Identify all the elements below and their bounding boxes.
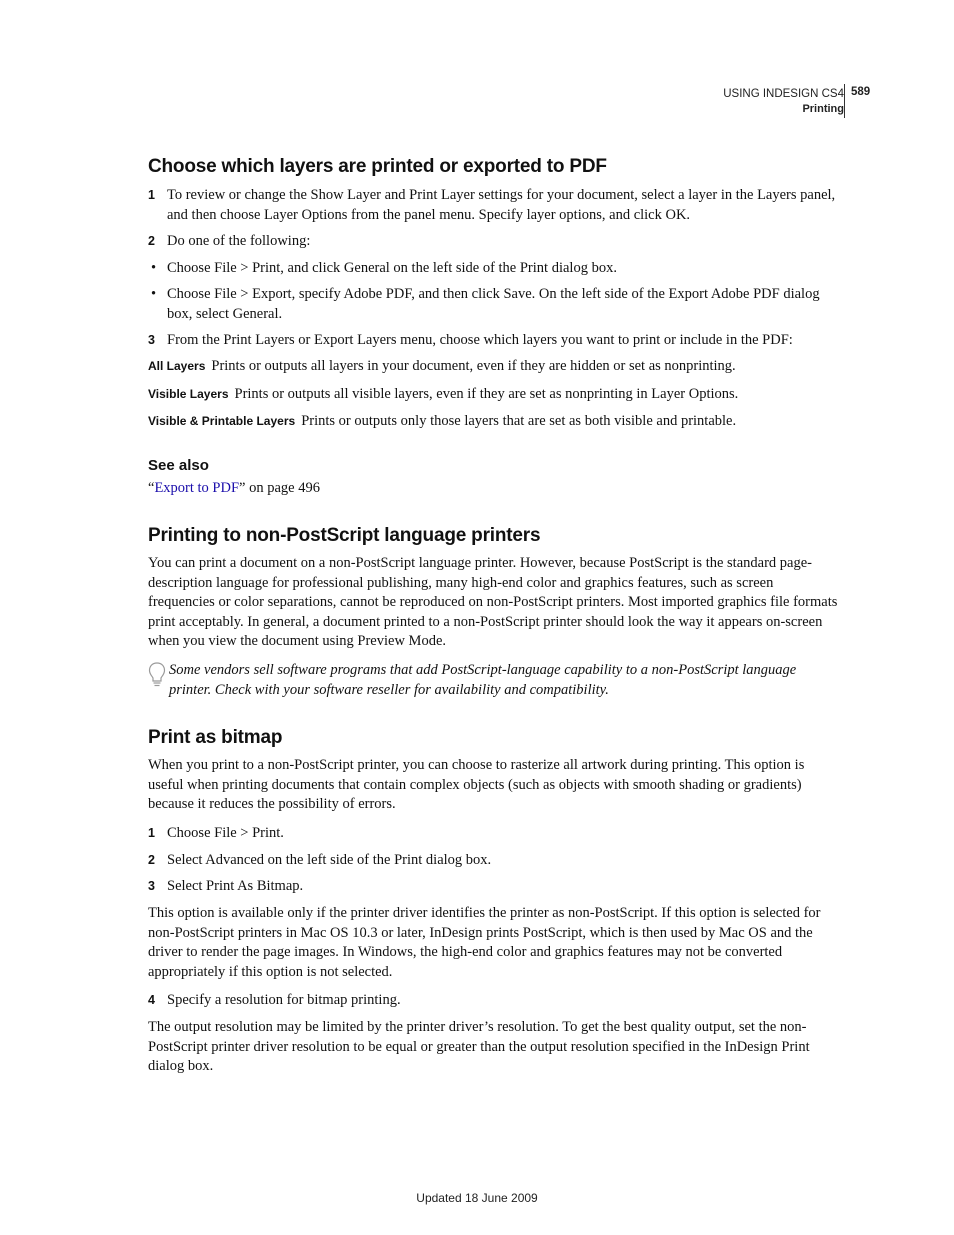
step-number: 1 <box>148 188 155 202</box>
running-header <box>723 86 844 116</box>
step-2 <box>148 851 840 871</box>
lightbulb-icon <box>148 662 166 688</box>
bullet-marker: • <box>151 286 157 302</box>
option-visible-layers <box>148 385 840 405</box>
section-heading-layers: Choose which layers are printed or exported to PDF <box>148 156 607 177</box>
tip-text: Some vendors sell software programs that add PostScript-language capability to a non-PostScript language printer. Check with your software reseller for availability and compatibility. <box>169 662 797 698</box>
see-also-reference <box>148 479 840 499</box>
step-text: Specify a resolution for bitmap printing. <box>167 992 401 1008</box>
guide-title: USING INDESIGN CS4 <box>723 88 844 100</box>
step-number: 2 <box>148 853 155 867</box>
body-paragraph: The output resolution may be limited by the printer driver’s resolution. To get the best quality output, set the non-PostScript printer driver resolution to be equal or greater than the output resolution specified in the InDesign Print dialog box. <box>148 1019 810 1075</box>
option-visible-printable-layers <box>148 412 840 432</box>
tip-note <box>148 661 840 700</box>
section-name: Printing <box>802 103 844 115</box>
header-divider <box>844 84 845 118</box>
option-term: Visible & Printable Layers <box>148 414 296 428</box>
bullet-text: Choose File > Print, and click General on the left side of the Print dialog box. <box>167 260 617 276</box>
option-all-layers <box>148 357 840 377</box>
section-heading-non-postscript: Printing to non-PostScript language printers <box>148 525 541 546</box>
body-paragraph: You can print a document on a non-PostScript language printer. However, because PostScript is the standard page-description language for professional publishing, many high-end color and graphics features, such as screen frequencies or color separations, cannot be reproduced on non-PostScript printers. Most imported graphics file formats print acceptably. In general, a document printed to a non-PostScript printer should look the way it appears on-screen when you view the document using Preview Mode. <box>148 555 838 650</box>
section-heading-print-as-bitmap: Print as bitmap <box>148 727 283 748</box>
bullet-item <box>148 285 840 324</box>
step-text: From the Print Layers or Export Layers menu, choose which layers you want to print or include in the PDF: <box>167 332 793 348</box>
step-number: 1 <box>148 826 155 840</box>
step-number: 3 <box>148 333 155 347</box>
bullet-item <box>148 259 840 279</box>
step-text: Select Print As Bitmap. <box>167 878 304 894</box>
option-term: Visible Layers <box>148 387 229 401</box>
step-text: To review or change the Show Layer and Print Layer settings for your document, select a layer in the Layers panel, and then choose Layer Options from the panel menu. Specify layer options, and click OK. <box>167 187 836 223</box>
step-3 <box>148 877 840 897</box>
step-2 <box>148 232 840 252</box>
body-paragraph: This option is available only if the printer driver identifies the printer as non-PostScript. If this option is selected for non-PostScript printers in Mac OS 10.3 or later, InDesign prints PostScript, which is then used by Mac OS and the driver to render the page images. In Windows, the high-end color and graphics features may not be converted appropriately if this option is not selected. <box>148 905 821 980</box>
export-to-pdf-link[interactable]: Export to PDF <box>154 480 240 496</box>
step-number: 3 <box>148 879 155 893</box>
bullet-text: Choose File > Export, specify Adobe PDF, and then click Save. On the left side of the Export Adobe PDF dialog box, select General. <box>167 286 820 322</box>
option-desc: Prints or outputs all visible layers, even if they are set as nonprinting in Layer Options. <box>234 386 739 402</box>
step-1 <box>148 824 840 844</box>
open-quote: “ <box>148 480 155 496</box>
step-number: 2 <box>148 234 155 248</box>
step-1 <box>148 186 840 225</box>
body-paragraph: When you print to a non-PostScript printer, you can choose to rasterize all artwork during printing. This option is useful when printing documents that contain complex objects (such as objects with smooth shading or gradients) because it reduces the possibility of errors. <box>148 757 805 813</box>
step-text: Choose File > Print. <box>167 825 284 841</box>
step-4 <box>148 991 840 1011</box>
page-number: 589 <box>851 86 871 98</box>
option-desc: Prints or outputs all layers in your document, even if they are hidden or set as nonprinting. <box>211 358 736 374</box>
step-text: Do one of the following: <box>167 233 311 249</box>
step-text: Select Advanced on the left side of the Print dialog box. <box>167 852 492 868</box>
option-desc: Prints or outputs only those layers that are set as both visible and printable. <box>301 413 737 429</box>
see-also-heading: See also <box>148 457 209 474</box>
page-footer: Updated 18 June 2009 <box>416 1191 538 1205</box>
step-number: 4 <box>148 993 155 1007</box>
option-term: All Layers <box>148 359 206 373</box>
bullet-marker: • <box>151 260 157 276</box>
step-3 <box>148 331 840 351</box>
page-reference: ” on page 496 <box>239 480 320 496</box>
